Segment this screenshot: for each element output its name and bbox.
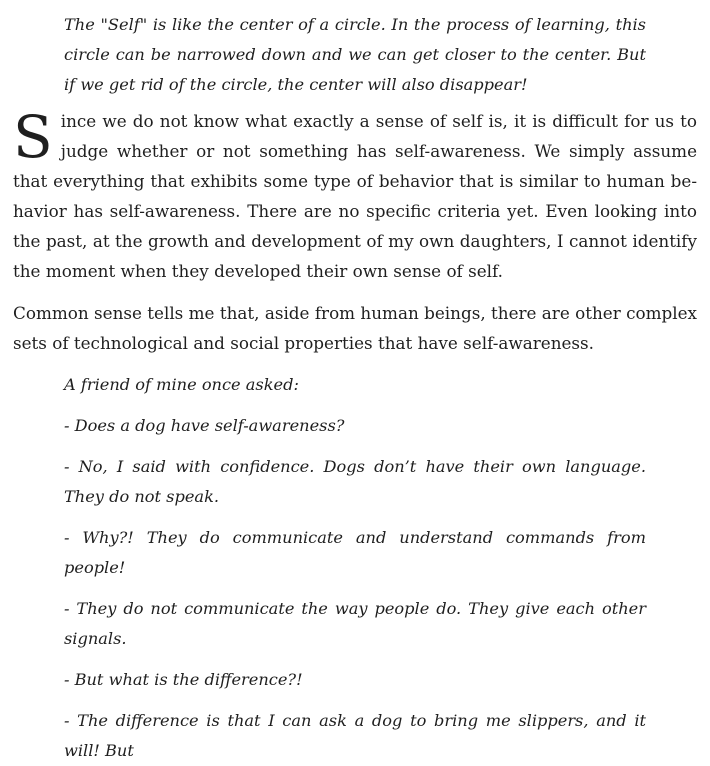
dialogue-line: - No, I said with confidence. Dogs don’t have their own language. They do not speak.	[64, 457, 646, 506]
dialogue-line: - The difference is that I can ask a dog to bring me slippers, and it will! But	[64, 711, 646, 760]
dialogue-block	[64, 370, 646, 766]
dialogue-line: - Why?! They do communicate and understand commands from people!	[64, 528, 646, 577]
paragraph-2: Common sense tells me that, aside from human beings, there are other complex sets of technological and social properties that have self-awareness.	[13, 303, 697, 353]
document-page	[13, 10, 697, 766]
dialogue-line: - But what is the difference?!	[64, 670, 303, 689]
dialogue-line: - Does a dog have self-awareness?	[64, 416, 345, 435]
drop-cap: S	[13, 103, 53, 171]
epigraph-quote: The "Self" is like the center of a circle. In the process of learning, this circle can be narrowed down and we can get closer to the center. But if we get rid of the circle, the center will also disappear!	[64, 15, 646, 94]
paragraph-1-text: ince we do not know what exactly a sense of self is, it is difficult for us to judge whether or not something has self-awareness. We simply assume that everything that exhibits some type of behavior that is similar to human behavior has self-awareness. There are no specific criteria yet. Even looking into the past, at the growth and development of my own daughters, I cannot identify the moment when they developed their own sense of self.	[13, 111, 697, 281]
dialogue-line-intro: A friend of mine once asked:	[64, 375, 299, 394]
dialogue-line: - They do not communicate the way people do. They give each other signals.	[64, 599, 646, 648]
paragraph-1	[13, 103, 697, 286]
